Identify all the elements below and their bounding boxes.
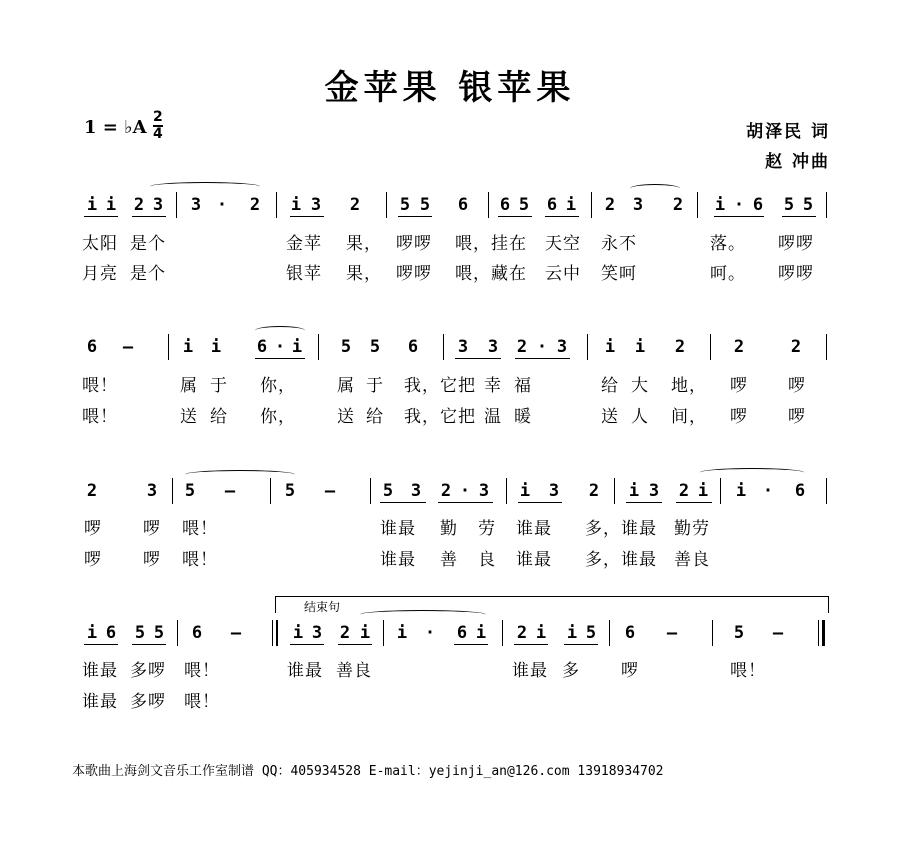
meter-top: 2	[153, 109, 163, 125]
lyric: 银苹	[286, 264, 322, 284]
lyric: 送	[180, 407, 198, 427]
note: 5	[518, 195, 530, 215]
note: i	[359, 623, 371, 643]
lyric: 啰	[788, 376, 806, 396]
note: ·	[459, 481, 471, 501]
note: ·	[216, 195, 228, 215]
note: i	[475, 623, 487, 643]
lyric: 属	[337, 376, 355, 396]
lyric: 于	[210, 376, 228, 396]
lyric: 是个	[130, 264, 166, 284]
lyric: 多啰	[130, 661, 166, 681]
note: 3	[311, 623, 323, 643]
ending-bracket	[275, 596, 829, 613]
note: ·	[274, 337, 286, 357]
note: 6	[407, 337, 419, 357]
lyric: 永不	[601, 234, 637, 254]
lyric: 落。	[710, 234, 746, 254]
note: 2	[349, 195, 361, 215]
note: i	[697, 481, 709, 501]
lyric: 勤劳	[674, 519, 710, 539]
lyric: 地，	[671, 376, 707, 396]
note: i	[535, 623, 547, 643]
score-system-3	[0, 480, 900, 502]
lyric: 送	[337, 407, 355, 427]
note: i	[566, 623, 578, 643]
ending-label: 结束句	[300, 598, 344, 615]
lyric: 金苹	[286, 234, 322, 254]
note: —	[230, 623, 242, 643]
lyric: 你，	[260, 407, 296, 427]
note: 5	[153, 623, 165, 643]
note: 3	[457, 337, 469, 357]
note: 3	[310, 195, 322, 215]
lyric: 喂！	[184, 661, 220, 681]
lyric: 善良	[674, 550, 710, 570]
lyric: 啰	[143, 550, 161, 570]
lyric: 于	[366, 376, 384, 396]
footer-credit: 本歌曲上海剑文音乐工作室制谱 QQ：405934528 E-mail：yejinji_an@126.com 13918934702	[72, 764, 664, 779]
lyric: 果，	[346, 264, 382, 284]
lyric: 我，它把	[404, 376, 476, 396]
note: 2	[440, 481, 452, 501]
lyric: 多，谁最	[585, 550, 657, 570]
lyric: 送	[601, 407, 619, 427]
lyric: 大	[631, 376, 649, 396]
lyric: 多，谁最	[585, 519, 657, 539]
note: —	[122, 337, 134, 357]
key-signature: 1 = ♭A	[84, 117, 147, 138]
lyric: 喂，藏在	[455, 264, 527, 284]
note: 3	[146, 481, 158, 501]
note: 2	[674, 337, 686, 357]
note: 2	[516, 337, 528, 357]
lyrics-verse-2-line-4	[0, 687, 900, 711]
lyric: 我，它把	[404, 407, 476, 427]
lyric: 喂！	[82, 407, 118, 427]
note: i	[290, 195, 302, 215]
note: ·	[762, 481, 774, 501]
note: i	[86, 195, 98, 215]
lyric: 云中	[545, 264, 581, 284]
lyrics-verse-2-line-1	[0, 259, 900, 283]
lyric: 月亮	[82, 264, 118, 284]
lyric: 笑呵	[601, 264, 637, 284]
note: 3	[152, 195, 164, 215]
note: 6	[86, 337, 98, 357]
note: 3	[410, 481, 422, 501]
note: i	[565, 195, 577, 215]
note: 2	[588, 481, 600, 501]
note: 6	[191, 623, 203, 643]
lyric: 多	[562, 661, 580, 681]
lyrics-verse-1-line-2	[0, 371, 900, 395]
lyric: 太阳	[82, 234, 118, 254]
note: 2	[790, 337, 802, 357]
lyric: 谁最	[512, 661, 548, 681]
lyric: 啰	[84, 519, 102, 539]
lyric: 喂，挂在	[455, 234, 527, 254]
lyric: 啰	[788, 407, 806, 427]
note: 6	[456, 623, 468, 643]
note: —	[224, 481, 236, 501]
lyric: 啰	[730, 376, 748, 396]
note: —	[666, 623, 678, 643]
lyric: 是个	[130, 234, 166, 254]
note: 2	[516, 623, 528, 643]
note: 5	[802, 195, 814, 215]
lyric: 喂！	[182, 519, 218, 539]
lyric: 谁最	[380, 519, 416, 539]
lyric: 啰	[84, 550, 102, 570]
note: 5	[369, 337, 381, 357]
lyric: 啰	[730, 407, 748, 427]
note: i	[519, 481, 531, 501]
note: 5	[340, 337, 352, 357]
lyric: 喂！	[184, 692, 220, 712]
score-system-1	[0, 194, 900, 216]
note: i	[105, 195, 117, 215]
lyrics-verse-1-line-1	[0, 229, 900, 253]
note: —	[772, 623, 784, 643]
note: 2	[604, 195, 616, 215]
note: 3	[632, 195, 644, 215]
lyric: 天空	[545, 234, 581, 254]
lyric: 啰啰	[778, 264, 814, 284]
note: i	[182, 337, 194, 357]
composer-credit: 赵 冲曲	[765, 152, 830, 172]
lyric: 喂！	[182, 550, 218, 570]
lyrics-verse-1-line-3	[0, 514, 900, 538]
lyrics-verse-1-line-4	[0, 656, 900, 680]
note: 6	[794, 481, 806, 501]
note: 2	[339, 623, 351, 643]
lyric: 间，	[671, 407, 707, 427]
note: 6	[256, 337, 268, 357]
meter-bottom: 4	[153, 126, 163, 142]
note: 2	[133, 195, 145, 215]
note: i	[291, 337, 303, 357]
note: 5	[134, 623, 146, 643]
note: 5	[585, 623, 597, 643]
note: 3	[548, 481, 560, 501]
note: i	[396, 623, 408, 643]
lyric: 啰啰	[778, 234, 814, 254]
note: 2	[678, 481, 690, 501]
note: 6	[752, 195, 764, 215]
lyric: 善	[440, 550, 458, 570]
note: 6	[457, 195, 469, 215]
note: 2	[733, 337, 745, 357]
score-system-4	[0, 622, 900, 644]
lyric: 啰	[143, 519, 161, 539]
note: 3	[556, 337, 568, 357]
lyric: 良	[478, 550, 496, 570]
note: i	[604, 337, 616, 357]
lyric: 呵。	[710, 264, 746, 284]
note: i	[292, 623, 304, 643]
lyric: 啰啰	[396, 234, 432, 254]
lyric: 福	[514, 376, 532, 396]
note: 3	[648, 481, 660, 501]
lyric: 属	[180, 376, 198, 396]
note: ·	[424, 623, 436, 643]
lyric: 果，	[346, 234, 382, 254]
lyric: 劳	[478, 519, 496, 539]
note: i	[634, 337, 646, 357]
lyric: 啰	[621, 661, 639, 681]
note: 5	[284, 481, 296, 501]
note: i	[628, 481, 640, 501]
lyric: 勤	[440, 519, 458, 539]
note: ·	[536, 337, 548, 357]
lyric: 谁最	[287, 661, 323, 681]
note: 5	[382, 481, 394, 501]
lyric: 你，	[260, 376, 296, 396]
lyric: 谁最	[516, 550, 552, 570]
note: 6	[499, 195, 511, 215]
note: 6	[546, 195, 558, 215]
note: 6	[624, 623, 636, 643]
note: 5	[783, 195, 795, 215]
note: 5	[733, 623, 745, 643]
note: 5	[184, 481, 196, 501]
lyric: 喂！	[82, 376, 118, 396]
lyric: 人	[631, 407, 649, 427]
note: 3	[487, 337, 499, 357]
note: 2	[672, 195, 684, 215]
lyric: 给	[210, 407, 228, 427]
note: i	[714, 195, 726, 215]
lyric: 多啰	[130, 692, 166, 712]
lyrics-verse-2-line-3	[0, 545, 900, 569]
lyricist-credit: 胡泽民 词	[746, 122, 830, 142]
note: 2	[249, 195, 261, 215]
note: i	[210, 337, 222, 357]
lyric: 谁最	[82, 692, 118, 712]
note: ·	[733, 195, 745, 215]
lyrics-verse-2-line-2	[0, 402, 900, 426]
note: i	[86, 623, 98, 643]
note: i	[735, 481, 747, 501]
lyric: 善良	[336, 661, 372, 681]
note: 3	[190, 195, 202, 215]
lyric: 给	[601, 376, 619, 396]
lyric: 啰啰	[396, 264, 432, 284]
lyric: 幸	[484, 376, 502, 396]
lyric: 谁最	[380, 550, 416, 570]
lyric: 暖	[514, 407, 532, 427]
note: 2	[86, 481, 98, 501]
note: 5	[419, 195, 431, 215]
lyric: 喂！	[730, 661, 766, 681]
score-system-2	[0, 336, 900, 358]
note: 6	[105, 623, 117, 643]
lyric: 谁最	[516, 519, 552, 539]
lyric: 给	[366, 407, 384, 427]
note: 5	[399, 195, 411, 215]
time-signature	[153, 110, 163, 142]
note: 3	[478, 481, 490, 501]
song-title: 金苹果 银苹果	[324, 68, 576, 108]
lyric: 谁最	[82, 661, 118, 681]
note: —	[324, 481, 336, 501]
lyric: 温	[484, 407, 502, 427]
